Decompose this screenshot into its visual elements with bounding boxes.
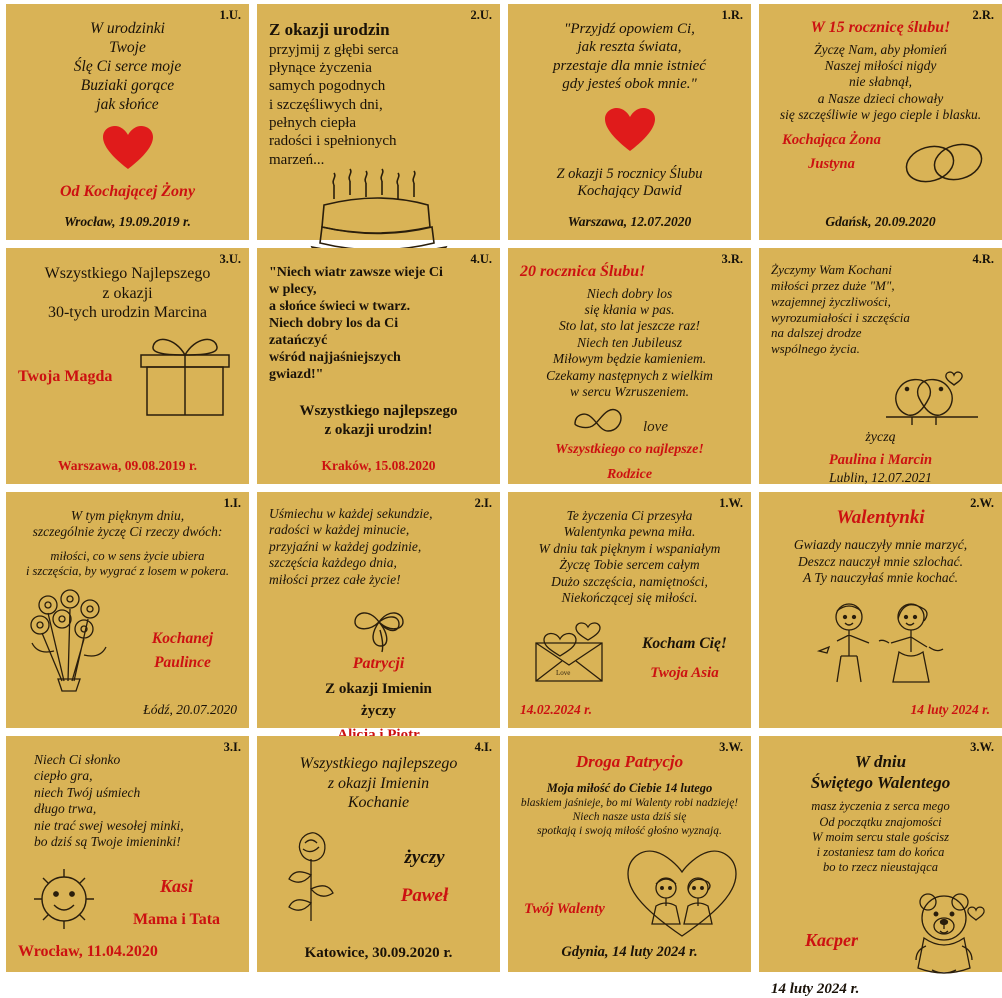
svg-text:Love: Love: [556, 668, 571, 677]
line: a Nasze dzieci chowały: [817, 90, 944, 106]
footer-date: Gdynia, 14 luty 2024 r.: [561, 944, 698, 961]
line: Walentynki: [836, 507, 925, 528]
signature: z okazji urodzin!: [324, 421, 433, 438]
line: zatańczyć: [269, 333, 328, 349]
line: Życzę Nam, aby płomień: [814, 41, 947, 57]
line: Ślę Ci serce moje: [73, 57, 182, 75]
line: miłości przez duże "M",: [771, 277, 895, 293]
line: niech Twój uśmiech: [34, 784, 141, 800]
couple-in-heart-icon: [620, 844, 744, 940]
line: jak słońce: [96, 95, 159, 113]
line: nie trać swej wesołej minki,: [34, 817, 184, 833]
plate-3R[interactable]: [508, 248, 751, 484]
couple-icon: [771, 597, 990, 697]
signature: Z okazji Imienin: [325, 680, 432, 697]
footer-date: Katowice, 30.09.2020 r.: [304, 944, 453, 961]
line: spotkają i swoją miłość głośno wyznają.: [537, 825, 722, 838]
line: Sto lat, sto lat jeszcze raz!: [559, 318, 700, 334]
sun-smile-icon: [18, 857, 110, 939]
love-birds-icon: [771, 359, 990, 429]
signature: Kacper: [805, 929, 858, 950]
line: Buziaki gorące: [80, 76, 175, 94]
plate-3I[interactable]: [6, 736, 249, 972]
line: Niech Ci słonko: [34, 752, 121, 767]
plate-id: 4.U.: [470, 252, 492, 266]
plate-id: 1.R.: [721, 8, 743, 22]
line: bo to rzecz nieustająca: [823, 860, 938, 875]
footer-date: Wrocław, 19.09.2019 r.: [64, 213, 191, 229]
line: A Ty nauczyłaś mnie kochać.: [802, 570, 959, 586]
signature: Paulina i Marcin: [828, 452, 933, 469]
line: długo trwa,: [34, 801, 97, 817]
line: Wszystkiego najlepszego: [299, 755, 458, 772]
wedding-rings-icon: [898, 132, 990, 190]
footer-date: Wrocław, 11.04.2020: [18, 943, 158, 961]
line: Dużo szczęścia, namiętności,: [551, 573, 708, 589]
line: radości w każdej minucie,: [269, 522, 410, 538]
line: W moim sercu stale gościsz: [811, 829, 950, 844]
line: "Przyjdź opowiem Ci,: [564, 21, 695, 37]
birthday-cake-icon: [269, 169, 488, 257]
line: Czekamy następnych z wielkim: [546, 367, 713, 383]
line: się kłania w pas.: [584, 301, 675, 317]
line: Niech dobry los da Ci: [269, 316, 399, 332]
line: i szczęśliwych dni,: [269, 96, 383, 113]
line: 20 rocznica Ślubu!: [520, 263, 646, 280]
plate-id: 4.R.: [972, 252, 994, 266]
line: Niech nasze usta dziś się: [572, 811, 687, 823]
plate-1U[interactable]: [6, 4, 249, 240]
line: ciepło gra,: [34, 768, 93, 784]
line: Od początku znajomości: [819, 814, 942, 829]
line: Niekończącej się miłości.: [561, 590, 698, 606]
love-letter-icon: [520, 613, 624, 689]
footer-date: 14 luty 2024 r.: [771, 980, 860, 997]
signature: Twoja Magda: [18, 367, 113, 385]
line: przyjmij z głębi serca: [269, 41, 399, 58]
line: W 15 rocznicę ślubu!: [810, 19, 951, 36]
signature: Twoja Asia: [650, 665, 719, 682]
line: Niech dobry los: [586, 285, 673, 301]
line: wśród najjaśniejszych: [269, 350, 401, 366]
plate-1R[interactable]: [508, 4, 751, 240]
plate-2U[interactable]: [257, 4, 500, 240]
line: Uśmiechu w każdej sekundzie,: [269, 506, 433, 521]
plate-id: 3.I.: [223, 740, 241, 754]
line: "Niech wiatr zawsze wieje Ci: [269, 265, 443, 280]
signature: Patrycji: [352, 655, 405, 673]
line: W dniu tak pięknym i wspaniałym: [538, 540, 721, 556]
plate-4R[interactable]: [759, 248, 1002, 484]
footer-date: Kraków, 15.08.2020: [321, 457, 436, 473]
line: szczególnie życzę Ci rzeczy dwóch:: [32, 524, 223, 540]
line: nie słabnął,: [849, 74, 912, 90]
plate-id: 2.I.: [474, 496, 492, 510]
signature: Twój Walenty: [524, 901, 605, 918]
line: Te życzenia Ci przesyła: [566, 508, 693, 523]
line: a słońce świeci w twarz.: [269, 299, 411, 315]
line: gdy jesteś obok mnie.": [562, 75, 697, 92]
line: marzeń...: [269, 151, 325, 168]
line: w plecy,: [269, 282, 317, 298]
line: 30-tych urodzin Marcina: [47, 304, 208, 322]
line: przyjaźni w każdej godzinie,: [269, 538, 422, 554]
signature: życzą: [865, 430, 896, 446]
four-leaf-clover-icon: [269, 596, 488, 654]
signature: Kasi: [159, 876, 193, 897]
line: z okazji Imienin: [327, 774, 430, 792]
line: Gwiazdy nauczyły mnie marzyć,: [793, 537, 968, 553]
signature: Kochanej: [151, 629, 214, 647]
line: i zostaniesz tam do końca: [816, 845, 945, 860]
signature: Od Kochającej Żony: [59, 183, 196, 201]
plate-id: 1.I.: [223, 496, 241, 510]
heart-icon: [18, 125, 237, 171]
line: jak reszta świata,: [577, 39, 682, 56]
signature: życzy: [361, 703, 396, 720]
plate-id: 3.R.: [721, 252, 743, 266]
signature: Paulince: [154, 654, 211, 672]
svg-text:love: love: [642, 418, 668, 435]
signature: Justyna: [808, 155, 855, 172]
footer-date: Łódź, 20.07.2020: [143, 701, 237, 717]
signature: Wszystkiego najlepszego: [299, 403, 458, 420]
footer-date: 14 luty 2024 r.: [910, 701, 990, 717]
line: Moja miłość do Ciebie 14 lutego: [546, 780, 713, 795]
plate-id: 1.U.: [219, 8, 241, 22]
line: Świętego Walentego: [810, 772, 951, 792]
footer-date: Lublin, 12.07.2021: [829, 469, 932, 485]
line: wyrozumiałości i szczęścia: [771, 309, 910, 325]
line: masz życzenia z serca mego: [811, 799, 950, 814]
plate-1W[interactable]: [508, 492, 751, 728]
line: bo dziś są Twoje imieninki!: [34, 834, 181, 850]
line: wspólnego życia.: [771, 341, 860, 357]
signature: Kochająca Żona: [782, 131, 881, 148]
line: W urodzinki: [90, 20, 165, 37]
line: W dniu: [854, 752, 907, 771]
infinity-love-icon: [520, 407, 739, 441]
flower-bouquet-icon: [18, 585, 122, 693]
line: Kochanie: [347, 794, 410, 812]
line: Z okazji urodzin: [269, 20, 390, 39]
signature: Mama i Tata: [132, 911, 221, 929]
plate-id: 2.U.: [470, 8, 492, 22]
line: radości i spełnionych: [269, 133, 397, 150]
line: blaskiem jaśnieje, bo mi Walenty robi nadzieję!: [520, 796, 739, 809]
line: się szczęśliwie w jego cieple i blasku.: [779, 107, 982, 123]
footer-date: 14.02.2024 r.: [520, 701, 593, 717]
line: Życzę Tobie sercem całym: [559, 557, 700, 573]
line: gwiazd!": [269, 367, 324, 383]
line: płynące życzenia: [269, 60, 372, 77]
plate-3U[interactable]: [6, 248, 249, 484]
line: przestaje dla mnie istnieć: [553, 57, 706, 74]
line: pełnych ciepła: [269, 114, 357, 131]
signature: życzy: [404, 847, 445, 869]
footer-date: Warszawa, 12.07.2020: [567, 213, 692, 229]
line: na dalszej drodze: [771, 325, 862, 341]
line: Naszej miłości nigdy: [824, 57, 937, 73]
line: Twoje: [109, 38, 146, 56]
bear-icon: [898, 884, 990, 980]
line: wzajemnej życzliwości,: [771, 293, 891, 309]
line: Walentynka pewna miła.: [563, 524, 696, 540]
line: Droga Patrycjo: [575, 752, 684, 771]
footer-date: Gdańsk, 20.09.2020: [825, 213, 936, 229]
plate-4U[interactable]: [257, 248, 500, 484]
line: Życzymy Wam Kochani: [771, 262, 892, 277]
signature: Kocham Cię!: [642, 635, 727, 653]
line: Wszystkiego Najlepszego: [44, 265, 211, 282]
plate-2R[interactable]: [759, 4, 1002, 240]
line: W tym pięknym dniu,: [70, 508, 185, 523]
line: z okazji: [102, 284, 153, 302]
signature: Z okazji 5 rocznicy Ślubu: [556, 165, 703, 182]
plate-id: 3.U.: [219, 252, 241, 266]
gift-box-icon: [133, 333, 237, 421]
plate-id: 4.I.: [474, 740, 492, 754]
plate-2I[interactable]: [257, 492, 500, 728]
signature: Rodzice: [606, 466, 653, 482]
line: w sercu Wzruszeniem.: [569, 384, 690, 400]
rose-icon: [269, 823, 355, 931]
line: Niech ten Jubileusz: [577, 334, 682, 350]
plate-id: 3.W.: [719, 740, 743, 754]
line: Miłowym będzie kamieniem.: [552, 351, 707, 367]
line: miłości przez całe życie!: [269, 571, 401, 587]
plate-id: 2.R.: [972, 8, 994, 22]
signature: Wszystkiego co najlepsze!: [555, 441, 704, 457]
line: i szczęścia, by wygrać z losem w pokera.: [25, 564, 230, 579]
plate-4I[interactable]: [257, 736, 500, 972]
plate-3W-b[interactable]: [759, 736, 1002, 997]
line: miłości, co w sens życie ubiera: [50, 548, 205, 563]
plate-1I[interactable]: [6, 492, 249, 728]
line: szczęścia każdego dnia,: [269, 555, 397, 571]
line: Deszcz nauczył mnie szlochać.: [798, 553, 963, 569]
line: samych pogodnych: [269, 78, 386, 95]
plate-id: 1.W.: [719, 496, 743, 510]
plate-3W-a[interactable]: [508, 736, 751, 972]
footer-date: Warszawa, 09.08.2019 r.: [58, 457, 197, 473]
signature: Kochający Dawid: [577, 183, 682, 200]
signature: Paweł: [400, 884, 449, 906]
plate-id: 2.W.: [970, 496, 994, 510]
plate-2W[interactable]: [759, 492, 1002, 728]
heart-icon: [520, 107, 739, 153]
plate-id: 3.W.: [970, 740, 994, 754]
